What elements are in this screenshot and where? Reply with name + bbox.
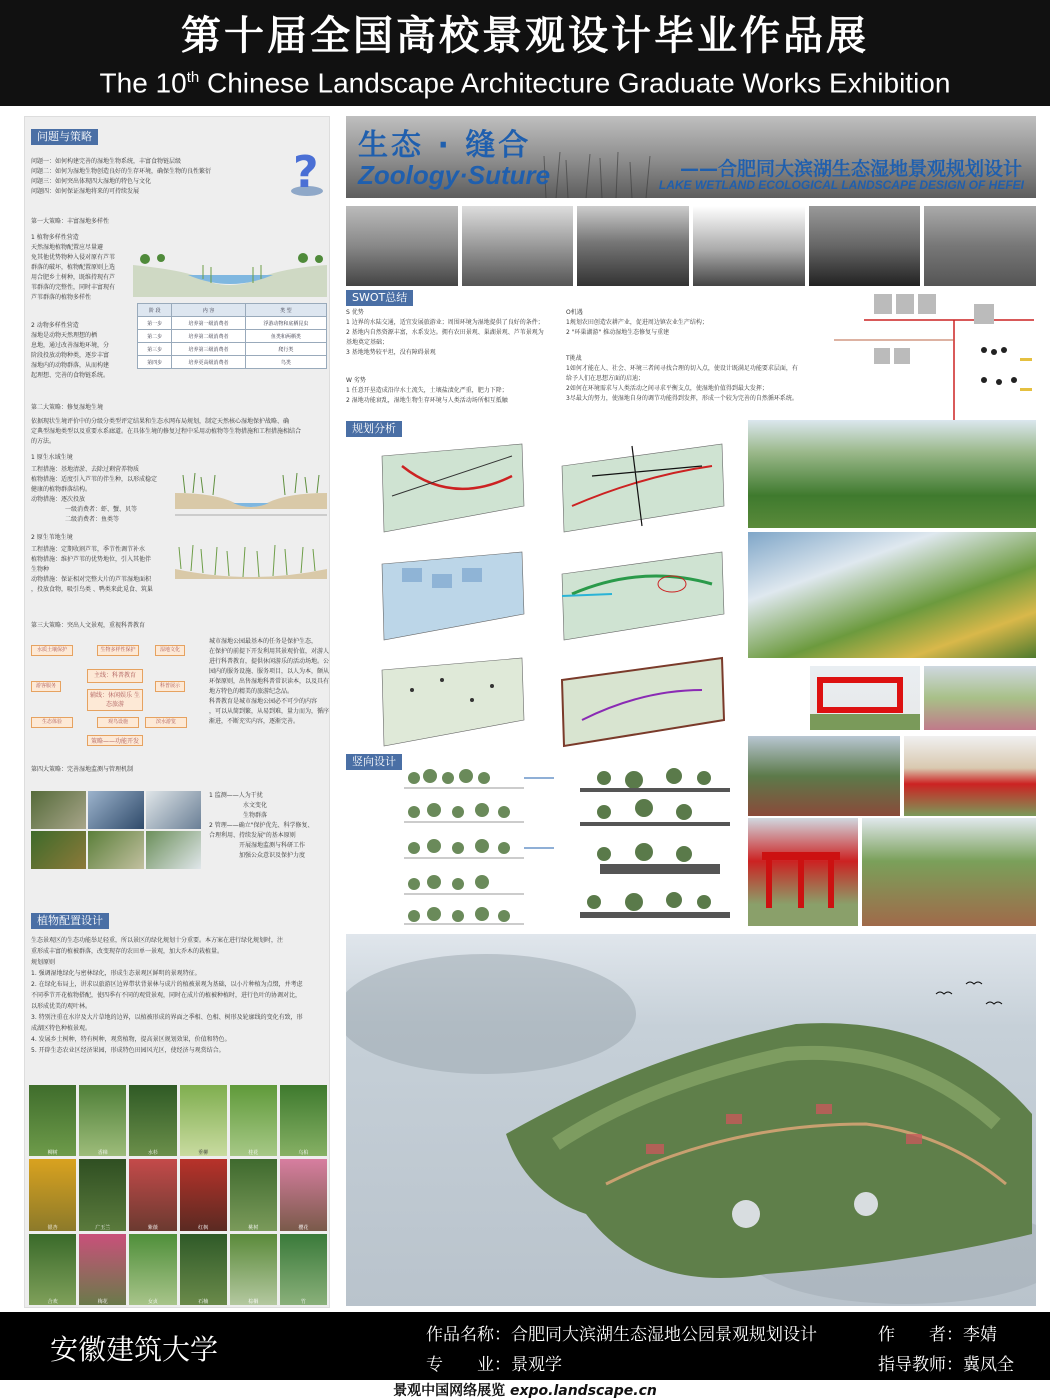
- plant-label: 乌桕: [298, 1150, 309, 1157]
- text-line: 动物措施：逐次投放: [31, 496, 86, 503]
- monitoring-photos: [31, 791, 201, 869]
- text-line: 1如何才能在人、社会、环境三者间寻找合理的切入点，使设计既满足功能要求层面，有: [566, 365, 798, 372]
- problems-heading: 问题与策略: [31, 129, 98, 145]
- text-line: 给予人们在思想方面的启迪；: [566, 375, 645, 382]
- plant-photo: [129, 1234, 176, 1305]
- planting-heading: 植物配置设计: [31, 913, 109, 929]
- text-line: 合理利用、持续发展"的基本原则: [209, 832, 296, 839]
- text-line: 规划原则: [31, 959, 56, 966]
- text-line: 4. 发展乡土树种，特有树种，观赏植物，提高景区规划效果，价值和特色。: [31, 1036, 231, 1043]
- flow-main-node: 主线：科普教育: [87, 669, 143, 683]
- photo: [346, 206, 458, 286]
- plant-label: 紫薇: [147, 1224, 158, 1231]
- text-line: 1. 强调湿地绿化与密林绿化，形成生态景观区鲜明的景观特征。: [31, 970, 201, 977]
- vertical-design-heading: 竖向设计: [346, 754, 402, 770]
- table-header-row: [138, 304, 327, 317]
- photo: [88, 791, 143, 829]
- author-label: 作 者：: [878, 1325, 963, 1345]
- text-line: 环保原则，出售湿地科普常识读本，以及具有: [209, 678, 330, 685]
- text-line: 免其他优势物种入侵对原有芦苇: [31, 254, 116, 261]
- advisor-row: [878, 1350, 1014, 1375]
- wetland-section-drawing: [133, 245, 327, 297]
- plant-photo: [180, 1159, 227, 1230]
- problem-item: 问题二：如何为湿地生物创造良好的生存环境，确保生物的良性繁衍: [31, 168, 212, 175]
- text-line: 息地，通过改善湿地环境，分: [31, 342, 110, 349]
- boardwalk-render: [748, 736, 900, 816]
- text-line: 依据现状生境评价中的分级分类型评定结果和生态水网布局规划，制定天然核心湿地保护战略、确: [31, 418, 290, 425]
- table-cell: 第四步: [138, 356, 172, 369]
- flow-node: 观鸟设施: [97, 717, 139, 728]
- plant-label: 银杏: [47, 1224, 58, 1231]
- plant-photo: [180, 1234, 227, 1305]
- plan-map: [552, 650, 732, 750]
- reed-habitat-section: [175, 539, 327, 587]
- text-line: 园内的服务设施、服务项目，以人为本，颇从: [209, 668, 330, 675]
- strategy-3-para: [209, 637, 329, 727]
- garden-render: [924, 666, 1036, 730]
- text-line: 工程措施：定期收割芦苇，季节性调节补水: [31, 546, 146, 553]
- plant-photo: [280, 1085, 327, 1156]
- table-cell: 培养更高级消费者: [172, 356, 245, 369]
- function-network-diagram: [834, 290, 1034, 420]
- text-line: 成湖区特色种植景观。: [31, 1025, 92, 1032]
- plant-label: 竹: [300, 1299, 306, 1305]
- swot-strengths: [346, 308, 544, 358]
- plant-photo: [230, 1159, 277, 1230]
- text-line: ，投放食物，吸引鸟类 、鸭类来此觅食、筑巢: [31, 586, 153, 593]
- plan-map: [552, 436, 732, 536]
- text-line: 二级消费者：鱼类等: [65, 516, 120, 523]
- plant-photo: [79, 1234, 126, 1305]
- text-line: 用合肥乡土树种，既维持现有芦: [31, 274, 116, 281]
- plant-photo: [29, 1234, 76, 1305]
- plant-photo: [180, 1085, 227, 1156]
- flow-bottom-node: 策略——功能开发: [87, 735, 143, 746]
- text-line: 加强公众意识及保护力度: [239, 852, 306, 859]
- table-cell: 第二步: [138, 330, 172, 343]
- table-row: [138, 330, 327, 343]
- problem-item: 问题一：如何构建完善的湿地生物系统，丰富食物链层级: [31, 158, 182, 165]
- photo: [146, 791, 201, 829]
- strategy-1-para2: [31, 331, 109, 381]
- photo: [809, 206, 921, 286]
- table-header-cell: 类 型: [245, 304, 326, 317]
- left-column: [24, 116, 330, 1308]
- question-mark-icon: [287, 147, 327, 197]
- text-line: 1 边界的水陆交通，适宜发展旅游业；周围环境为湿地提供了良好的条件；: [346, 319, 544, 326]
- plant-label: 广玉兰: [95, 1224, 111, 1231]
- text-line: 天然湿地植物配置应尽量避: [31, 244, 104, 251]
- text-line: 生态景观区的生态功能举足轻重，所以景区的绿化规划十分重要。本方案在进行绿化规划时，注: [31, 937, 284, 944]
- text-line: 植物措施：适度引入芦苇的伴生种，以形成稳定: [31, 476, 158, 483]
- exhibition-title-en: [0, 60, 1050, 101]
- strategy-1-title: 第一大策略：丰富湿地多样性: [31, 218, 110, 225]
- gateway-shape: [748, 818, 858, 926]
- text-line: 重形成丰富的植被群落，改变现存的农田单一景观，加大乔木的栽植量。: [31, 948, 224, 955]
- plant-photo: [79, 1085, 126, 1156]
- bottom-info-bar: [0, 1312, 1050, 1380]
- strategy-2a-list: [31, 465, 157, 525]
- exhibition-header: [0, 0, 1050, 106]
- table-header-cell: 阶 段: [138, 304, 172, 317]
- swot-o-title: O机遇: [566, 309, 583, 316]
- text-line: 1 监测——人为干扰: [209, 792, 263, 799]
- plant-label: 红枫: [198, 1224, 209, 1231]
- pavilion-shape: [810, 666, 920, 730]
- flow-side-node: 辅线：休闲娱乐 生态旅游: [87, 689, 143, 711]
- text-line: 湿地是动物天然理想的栖: [31, 332, 98, 339]
- strategy-2a-title: 1 原生水域生境: [31, 454, 73, 461]
- wetland-photo-strip: [346, 206, 1036, 286]
- strategy-2-title: 第二大策略：修复湿地生境: [31, 404, 104, 411]
- text-line: 2 基地内自然资源丰富，水系发达。拥有农田景观、巢湖景观、芦苇景观为: [346, 329, 544, 336]
- aerial-render: [748, 532, 1036, 658]
- photo: [924, 206, 1036, 286]
- text-line: 健康的植物群落结构。: [31, 486, 92, 493]
- plant-label: 香樟: [97, 1150, 108, 1157]
- table-cell: 爬行类: [245, 343, 326, 356]
- text-line: 植物措施：维护芦苇的优势地位，引入其他伴: [31, 556, 152, 563]
- text-line: 起理想、完善的食物链系统。: [31, 372, 110, 379]
- banner-subtitle-en: LAKE WETLAND ECOLOGICAL LANDSCAPE DESIGN OF HEFEI: [658, 178, 1024, 192]
- svg-text:?: ?: [293, 147, 319, 197]
- text-line: ，可以从简到繁，从易到难，量力而为，循序: [209, 708, 330, 715]
- text-line: 2. 在绿化布局上，讲求以旅游区边界带状背景林与成片的植被景观为基础，以小片种植为点缀，并考虑: [31, 981, 303, 988]
- gateway-render: [748, 818, 858, 926]
- major-row: [426, 1350, 562, 1375]
- table-header-cell: 内 容: [172, 304, 245, 317]
- author-name: 李婧: [963, 1325, 997, 1345]
- strategy-1-sub2: 2 动物多样性营造: [31, 322, 79, 329]
- text-line: 3. 特别注重在水岸及大片草地的边界，以植被形成的界面之季相、色相、树形及轮廓线的变化有致，形: [31, 1014, 303, 1021]
- text-line: 动物措施：保证相对完整大片的芦苇湿地面积: [31, 576, 152, 583]
- text-line: 3 基地地势较平坦，没有障碍景观: [346, 349, 436, 356]
- plant-photo: [129, 1159, 176, 1230]
- plant-label: 女贞: [147, 1299, 158, 1305]
- planting-para: [31, 935, 303, 1056]
- major-name: 景观学: [511, 1355, 562, 1375]
- school-name: 安徽建筑大学: [50, 1333, 219, 1366]
- photo: [88, 831, 143, 869]
- text-line: 生物种: [31, 566, 50, 573]
- text-line: 城市湿地公园最基本的任务是保护生态，: [209, 638, 318, 645]
- plant-label: 梅花: [97, 1299, 108, 1305]
- swot-threats: [566, 354, 798, 404]
- title-en-sup: th: [186, 69, 200, 86]
- table-cell: 培养第二级消费者: [172, 330, 245, 343]
- strategy-2-para: [31, 417, 301, 447]
- plant-photo: [129, 1085, 176, 1156]
- text-line: 1规划农田创造农耕产业，促进周边镇农业生产结构；: [566, 319, 708, 326]
- plant-label: 樱花: [298, 1224, 309, 1231]
- table-cell: 鸟类: [245, 356, 326, 369]
- plant-label: 桂花: [248, 1150, 259, 1157]
- text-line: 生物群落: [243, 812, 268, 819]
- work-label: 作品名称：: [426, 1325, 511, 1345]
- problems-list: [31, 157, 211, 197]
- title-en-post: Chinese Landscape Architecture Graduate Works Exhibition: [199, 67, 951, 99]
- problem-item: 问题三：如何突出体现四大湿地的特色与文化: [31, 178, 152, 185]
- work-name-row: [426, 1320, 817, 1345]
- plan-map: [552, 544, 732, 644]
- text-line: 2 管理——确立"保护优先、科学修复、: [209, 822, 314, 829]
- text-line: 2 "环巢湖游" 推动湿地生态修复与重建: [566, 329, 670, 336]
- text-line: 进行科普教育，提供休闲游乐的活动场地。公: [209, 658, 330, 665]
- photo: [146, 831, 201, 869]
- photo: [462, 206, 574, 286]
- title-en-pre: The 10: [99, 67, 187, 99]
- text-line: 科普教育是城市湿地公园必不可少的内容: [209, 698, 318, 705]
- text-line: 工程措施：基地清淤、去除过剩营养物质: [31, 466, 140, 473]
- table-cell: 培养第一级消费者: [172, 317, 245, 330]
- plant-photo: [230, 1085, 277, 1156]
- advisor-label: 指导教师：: [878, 1355, 963, 1375]
- banner-title-en: Zoology·Suture: [358, 160, 551, 190]
- plant-label: 桃树: [248, 1224, 259, 1231]
- swot-weaknesses: [346, 376, 508, 406]
- strategy-3-title: 第三大策略：突出人文景观，重视科普教育: [31, 622, 146, 629]
- flow-node: 游客服务: [31, 681, 61, 692]
- table-row: [138, 317, 327, 330]
- plant-label: 柳树: [47, 1150, 58, 1157]
- text-line: 芦苇群落的植物多样性: [31, 294, 92, 301]
- project-banner: [346, 116, 1036, 198]
- flow-node: 湿地文化: [155, 645, 185, 656]
- strategy-2b-title: 2 原生苇地生境: [31, 534, 73, 541]
- table-cell: 鱼类和两栖类: [245, 330, 326, 343]
- text-line: 渐进，不断充实内容，逐渐完善。: [209, 718, 300, 725]
- footer-cn: 景观中国网络展览: [393, 1383, 506, 1399]
- text-line: 基地奠定基础；: [346, 339, 389, 346]
- plant-photo: [230, 1234, 277, 1305]
- plan-map: [372, 436, 532, 536]
- photo: [693, 206, 805, 286]
- strategy-4-title: 第四大策略：完善湿地监测与管理机制: [31, 766, 134, 773]
- strategy-1-para1: [31, 243, 115, 303]
- plant-photo: [280, 1234, 327, 1305]
- strategy-1-sub1: 1 植物多样性营造: [31, 234, 79, 241]
- text-line: 的方法。: [31, 438, 56, 445]
- footer: [0, 1380, 1050, 1400]
- text-line: 苇群落的完整性，同时丰富现有: [31, 284, 116, 291]
- work-name: 合肥同大滨湖生态湿地公园景观规划设计: [511, 1325, 817, 1345]
- footer-url[interactable]: expo.landscape.cn: [509, 1383, 657, 1399]
- table-cell: 第三步: [138, 343, 172, 356]
- swot-t-title: T挑战: [566, 355, 582, 362]
- plan-map: [372, 650, 532, 750]
- text-line: 在保护的前提下开发利用其景观价值，对游人: [209, 648, 330, 655]
- plaza-render: [904, 736, 1036, 816]
- text-line: 湿地内的动物群落，从而构建: [31, 362, 110, 369]
- plant-photo: [79, 1159, 126, 1230]
- plant-label: 棕榈: [248, 1299, 259, 1305]
- text-line: 一级消费者：虾、蟹、贝等: [65, 506, 138, 513]
- plant-label: 水杉: [147, 1150, 158, 1157]
- text-line: 1 任意开垦造成沿岸水土流失，土壤盐渍化严重，肥力下降；: [346, 387, 508, 394]
- table-row: [138, 343, 327, 356]
- author-row: [878, 1320, 997, 1345]
- table-cell: 第一步: [138, 317, 172, 330]
- flow-node: 生物多样性保护: [97, 645, 139, 656]
- flow-node: 水质土壤保护: [31, 645, 73, 656]
- problem-item: 问题四：如何保证湿地将来的可持续发展: [31, 188, 140, 195]
- swot-w-title: W 劣势: [346, 377, 366, 384]
- text-line: 定典型湿地类型以及重要水系廊道。在具体生境的修复过程中采用动植物等生物措施和工程措施相结合: [31, 428, 302, 435]
- water-habitat-section: [175, 469, 327, 521]
- vertical-sections: [404, 768, 734, 926]
- flow-node: 科普展示: [155, 681, 185, 692]
- plant-photo: [29, 1159, 76, 1230]
- text-line: 以形成优美的观叶林。: [31, 1003, 92, 1010]
- text-line: 水文变化: [243, 802, 268, 809]
- advisor-name: 冀凤全: [963, 1355, 1014, 1375]
- photo: [31, 791, 86, 829]
- red-pavilion-render: [810, 666, 920, 730]
- aerial-render: [748, 420, 1036, 528]
- food-chain-table: [137, 303, 327, 369]
- photo: [577, 206, 689, 286]
- flow-node: 生态体验: [31, 717, 73, 728]
- swot-opportunities: [566, 308, 708, 338]
- text-line: 3尽最大的努力，使湿地自身的调节功能得到发挥，形成一个较为完善的自然循环系统。: [566, 395, 798, 402]
- plant-photo: [280, 1159, 327, 1230]
- plant-photo-grid: [29, 1085, 327, 1305]
- plant-label: 合欢: [47, 1299, 58, 1305]
- banner-title-cn: 生态 · 缝合: [358, 128, 532, 163]
- banner-subtitle-cn: ——合肥同大滨湖生态湿地景观规划设计: [679, 158, 1022, 180]
- flow-node: 滨水游览: [145, 717, 187, 728]
- exhibition-title-cn: 第十届全国高校景观设计毕业作品展: [181, 13, 869, 59]
- strategy-2b-list: [31, 545, 153, 595]
- table-cell: 培养第三级消费者: [172, 343, 245, 356]
- text-line: 群落的破坏，植物配置原则上选: [31, 264, 116, 271]
- photo: [31, 831, 86, 869]
- master-plan-shape: [346, 934, 1036, 1306]
- text-line: 阶段投放动物种类，逐步丰富: [31, 352, 110, 359]
- plant-label: 垂柳: [198, 1150, 209, 1157]
- text-line: 不同季节开花植物搭配，使四季有不同的观赏景观，同时在成片的植被种植时，进行色叶的协调对比，: [31, 992, 302, 999]
- table-cell: 浮游动物和底栖昆虫: [245, 317, 326, 330]
- swot-heading: SWOT总结: [346, 290, 413, 306]
- plant-photo: [29, 1085, 76, 1156]
- plan-map: [372, 544, 532, 644]
- path-render: [862, 818, 1036, 926]
- text-line: 2如何在环境需求与人类活动之间寻求平衡支点，使湿地价值得到最大发挥；: [566, 385, 768, 392]
- master-plan-aerial: [346, 934, 1036, 1306]
- swot-s-title: S 优势: [346, 309, 364, 316]
- text-line: 5. 开辟生态农业区经济果园，形成特色田园风光区，使经济与观赏结合。: [31, 1047, 225, 1054]
- text-line: 2 湿地功能衰乱，湿地生物生存环境与人类活动场所相互抵触: [346, 397, 508, 404]
- strategy-4-list: [209, 791, 314, 861]
- text-line: 地方特色的精美的旅游纪念品。: [209, 688, 294, 695]
- plant-label: 石楠: [198, 1299, 209, 1305]
- text-line: 开展湿地监测与科研工作: [239, 842, 306, 849]
- planning-analysis-heading: 规划分析: [346, 421, 402, 437]
- major-label: 专 业：: [426, 1355, 511, 1375]
- table-row: [138, 356, 327, 369]
